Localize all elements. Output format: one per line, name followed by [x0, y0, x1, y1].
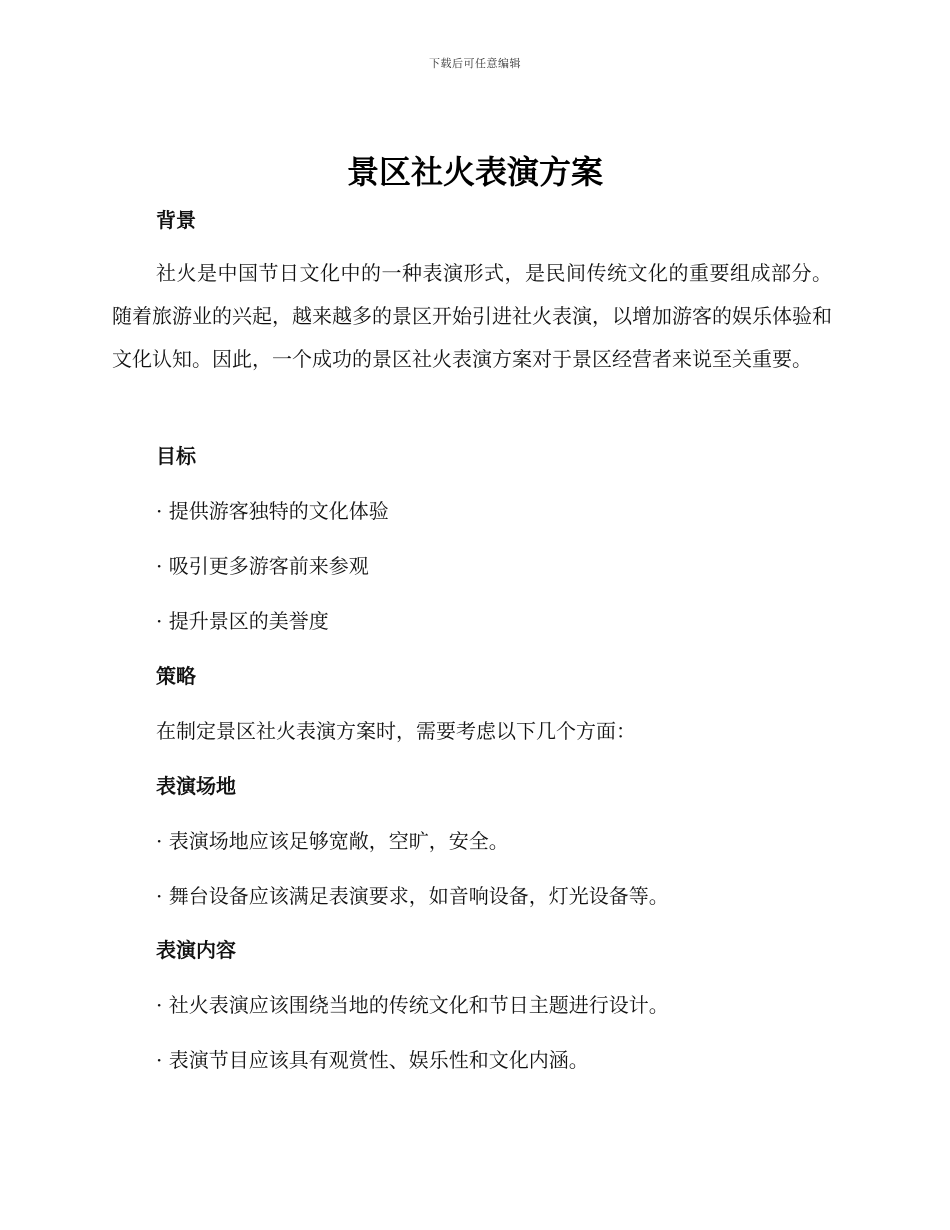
- heading-content: 表演内容: [156, 938, 236, 962]
- section-goals-heading: [112, 442, 832, 470]
- section-venue-heading: [112, 772, 832, 800]
- section-background-heading: [112, 206, 832, 234]
- list-item: · 吸引更多游客前来参观: [156, 554, 369, 578]
- list-item: · 提升景区的美誉度: [156, 609, 329, 633]
- content-item-1-wrap: [112, 991, 832, 1019]
- heading-background: 背景: [156, 208, 196, 232]
- list-item: · 提供游客独特的文化体验: [156, 499, 389, 523]
- goal-item-3-wrap: [112, 607, 832, 635]
- heading-goals: 目标: [156, 444, 196, 468]
- list-item: · 社火表演应该围绕当地的传统文化和节日主题进行设计。: [156, 993, 669, 1017]
- list-item: · 舞台设备应该满足表演要求，如音响设备，灯光设备等。: [156, 884, 669, 908]
- list-item: · 表演节目应该具有观赏性、娱乐性和文化内涵。: [156, 1048, 589, 1072]
- background-paragraph: 社火是中国节日文化中的一种表演形式，是民间传统文化的重要组成部分。随着旅游业的兴起，越来越多的景区开始引进社火表演，以增加游客的娱乐体验和文化认知。因此，一个成功的景区社火表演方案对于景区经营者来说至关重要。: [112, 261, 832, 371]
- content-item-2-wrap: [112, 1046, 832, 1074]
- list-item: · 表演场地应该足够宽敞，空旷，安全。: [156, 829, 509, 853]
- goal-item-1-wrap: [112, 497, 832, 525]
- goal-item-2-wrap: [112, 552, 832, 580]
- section-background-body: [112, 252, 832, 381]
- document-title: 景区社火表演方案: [346, 153, 603, 191]
- venue-item-2-wrap: [112, 882, 832, 910]
- page-header-note: 下载后可任意编辑: [429, 57, 521, 70]
- strategy-intro: 在制定景区社火表演方案时，需要考虑以下几个方面：: [156, 719, 636, 743]
- strategy-intro-wrap: [112, 717, 832, 745]
- heading-strategy: 策略: [156, 664, 196, 688]
- section-content-heading: [112, 936, 832, 964]
- heading-venue: 表演场地: [156, 774, 236, 798]
- section-strategy-heading: [112, 662, 832, 690]
- venue-item-1-wrap: [112, 827, 832, 855]
